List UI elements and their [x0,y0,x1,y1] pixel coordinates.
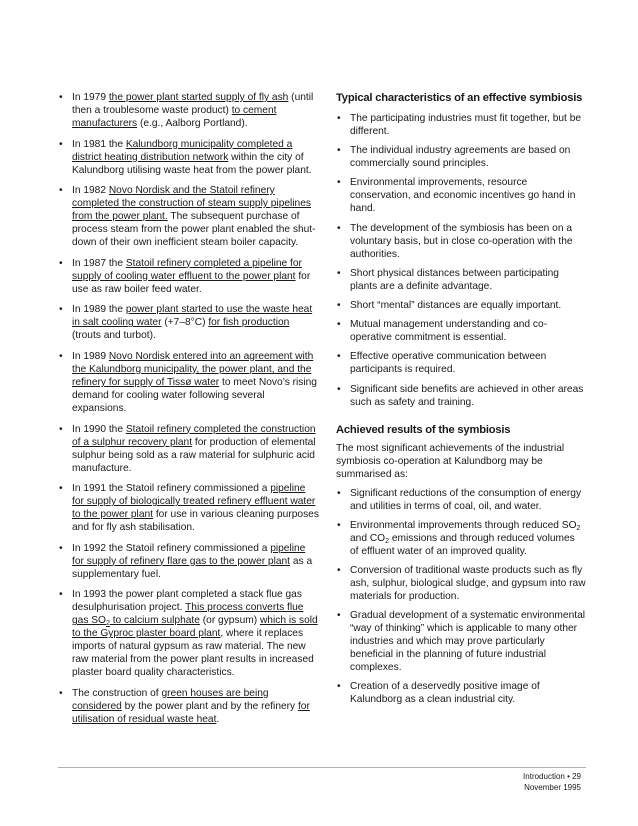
characteristic-item: • The development of the symbiosis has been on a voluntary basis, but in close co-operation with the authorities. [336,222,586,261]
underlined-text: power plant started to use the waste heat in salt cooling water [72,304,313,329]
item-text: for use in various cleaning purposes and for fly ash stabilisation. [72,509,319,534]
item-text: . [216,713,220,725]
item-text: as a supplementary fuel. [72,555,313,580]
history-list [58,91,320,726]
history-list-item [58,423,320,475]
right-column [336,91,586,712]
item-text: (+7–8°C) [161,317,209,329]
underlined-text: to cement manufacturers [72,105,277,129]
item-text: The subsequent purchase of process steam from the power plant enabled the shut-down of their own inefficient steam boiler capacity. [72,211,316,249]
item-text: In 1989 [72,350,109,362]
item-text: (until then a troublesome waste product) [72,92,314,116]
characteristic-item: • Short physical distances between participating plants are a definite advantage. [336,267,586,293]
underlined-text: Statoil refinery completed the construction of a sulphur recovery plant [72,423,316,448]
achieved-result-item [336,609,586,674]
underlined-text: Kalundborg municipality completed a district heating distribution network [72,138,293,163]
underlined-text: Novo Nordisk entered into an agreement with the Kalundborg municipality, the power plant, and the refinery for supply of Tissø water [72,350,314,388]
achieved-result-item [336,519,586,558]
item-text: Conversion of traditional waste products such as fly ash, sulphur, biological sludge, and gypsum into raw materials for production. [350,564,586,602]
item-text: In 1981 the [72,138,126,150]
item-text: Creation of a deservedly positive image of Kalundborg as a clean industrial city. [350,681,540,706]
history-list-item [58,91,320,130]
footer-page-label: Introduction • 29 [523,772,581,781]
underlined-text: Statoil refinery completed a pipeline for supply of cooling water effluent to the power plant [72,257,302,282]
history-list-item [58,687,320,726]
underlined-text: pipeline for supply of refinery flare gas to the power plant [72,542,306,567]
item-text: (trouts and turbot). [72,330,156,342]
item-text: Environmental improvements through reduced SO [350,519,577,531]
achieved-result-item [336,680,586,706]
item-text: In 1992 the Statoil refinery commissioned a [72,542,271,554]
item-text: Gradual development of a systematic environmental “way of thinking” which is applicable to many other industries and which may prove particularly beneficial in the planning of future industrial complexes. [350,610,585,674]
item-text: for production of elemental sulphur being sold as a raw material for sulphuric acid manufacture. [72,436,316,474]
history-list-item [58,184,320,249]
item-text: In 1990 the [72,423,126,435]
item-text: The construction of [72,687,162,699]
item-text: by the power plant and by the refinery [121,700,298,712]
achieved-results-intro: The most significant achievements of the industrial symbiosis co-operation at Kalundborg may be summarised as: [336,442,565,480]
characteristic-item: • Effective operative communication between participants is required. [336,350,586,376]
footer-divider [58,767,586,768]
item-text: Significant reductions of the consumption of energy and utilities in terms of coal, oil, and water. [350,487,582,512]
item-text: In 1979 [72,92,109,103]
subscript-text: 2 [385,537,390,545]
history-list-item [58,303,320,342]
item-text: to meet Novo’s rising demand for cooling water following several expansions. [72,376,317,414]
achieved-results-list [336,487,586,707]
history-list-item [58,542,320,581]
achieved-results-heading: Achieved results of the symbiosis [336,423,511,436]
typical-characteristics-list [336,112,586,409]
underlined-text: to calcium sulphate [109,615,200,627]
item-text: In 1993 the power plant completed a stack flue gas desulphurisation project. [72,589,302,614]
left-column [58,91,320,734]
characteristic-item: • Mutual management understanding and co-operative commitment is essential. [336,318,586,344]
characteristic-item: • Significant side benefits are achieved in other areas such as safety and training. [336,383,586,409]
item-text: , where it replaces imports of natural gypsum as raw material. The new raw material from the power plant results in increased plaster board quality characteristics. [72,628,314,679]
underlined-text: green houses are being considered [72,687,269,712]
underlined-text: for fish production [208,317,290,329]
history-list-item [58,482,320,534]
item-text: (e.g., Aalborg Portland). [137,118,248,129]
item-text: for use as raw boiler feed water. [72,270,311,295]
page-footer [523,772,581,793]
history-list-item [58,257,320,296]
subscript-text: 2 [576,524,581,532]
achieved-result-item [336,564,586,603]
footer-date: November 1995 [524,782,581,792]
item-text: In 1991 the Statoil refinery commissioned a [72,483,271,495]
history-list-item [58,350,320,415]
underlined-text: the power plant started supply of fly ash [108,92,289,103]
subscript-text: 2 [105,620,110,628]
item-text: In 1982 [72,185,109,197]
characteristic-item: • The individual industry agreements are based on commercially sound principles. [336,144,586,170]
item-text: In 1987 the [72,257,126,269]
typical-characteristics-heading: Typical characteristics of an effective symbiosis [336,92,583,104]
characteristic-item: • The participating industries must fit together, but be different. [336,112,586,138]
item-text: (or gypsum) [199,615,260,627]
underlined-text: Novo Nordisk and the Statoil refinery completed the construction of steam supply pipelines from the power plant. [72,185,311,223]
underlined-text: for utilisation of residual waste heat [72,700,310,725]
characteristic-item: • Short “mental” distances are equally important. [336,299,586,312]
item-text: emissions and through reduced volumes of effluent water of an improved quality. [350,532,575,557]
underlined-text: pipeline for supply of biologically treated refinery effluent water to the power plant [72,483,316,521]
characteristic-item: • Environmental improvements, resource conservation, and economic incentives go hand in hand. [336,176,586,215]
underlined-text: which is sold to the Gyproc plaster board plant [72,615,318,640]
history-list-item [58,588,320,679]
item-text: and CO [350,532,386,544]
achieved-result-item [336,487,586,513]
item-text: within the city of Kalundborg utilising waste heat from the power plant. [72,151,312,176]
history-list-item [58,138,320,177]
item-text: In 1989 the [72,304,126,316]
underlined-text: This process converts flue gas SO [72,602,304,627]
